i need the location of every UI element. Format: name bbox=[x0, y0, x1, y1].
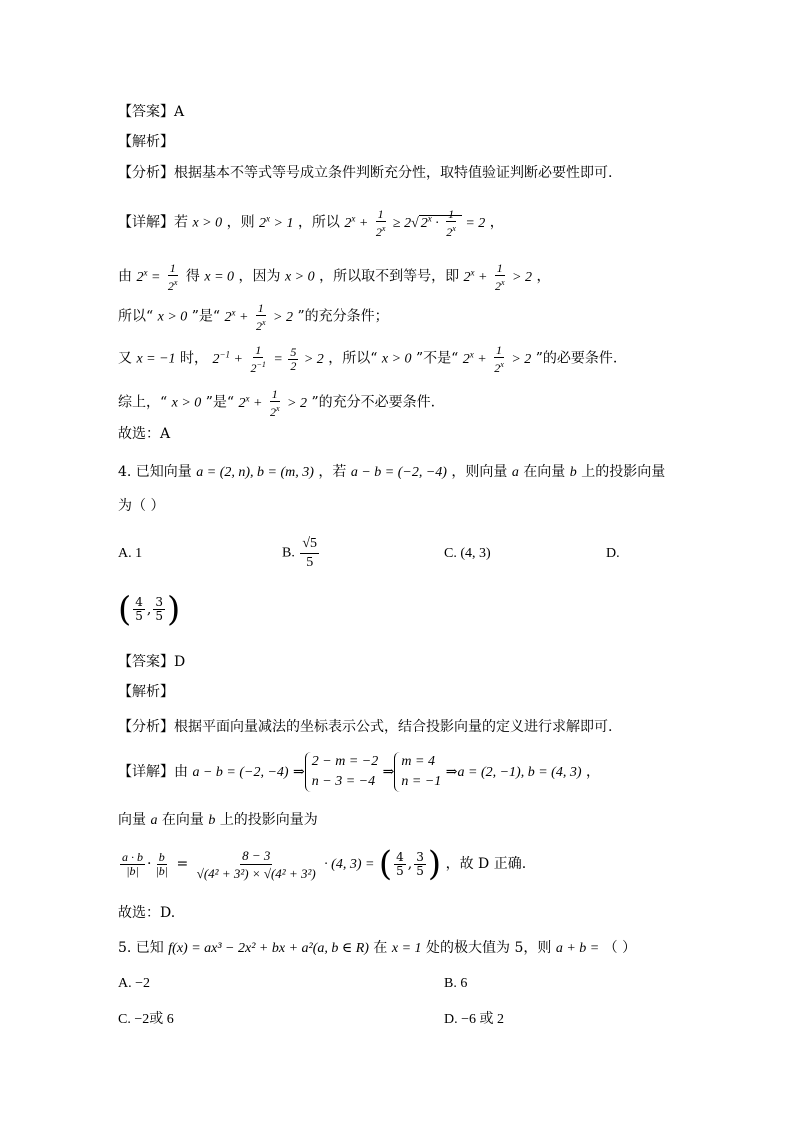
option-c: C. (4, 3) bbox=[444, 546, 491, 561]
detail-line-5: 综上，“ x > 0 ”是“ $2^x$ + $\frac{1}{2^x}$ > 2 ”的充分不必要条件. bbox=[118, 387, 436, 419]
detail-text: ， bbox=[489, 214, 504, 231]
math-inline: $2^x > 1$ bbox=[259, 213, 294, 231]
q5-option-c: C. −2或 6 bbox=[118, 1012, 174, 1027]
analysis-label-q4: 【解析】 bbox=[118, 684, 174, 700]
analysis-label: 【解析】 bbox=[118, 134, 174, 150]
detail-line-4: 又 x = −1 时， $2^{-1}$ + $\frac{1}{2^{-1}}$ = $\frac{5}{2}$ > 2 ，所以“ x > 0 ”不是“ $2^x$ + $\frac{1}{2^x}$ > 2 ”的必要条件. bbox=[118, 343, 618, 375]
projection-text: 向量 a 在向量 b 上的投影向量为 bbox=[118, 812, 318, 828]
option-b: B. $\frac{√5}{5}$ bbox=[282, 536, 318, 570]
analysis-summary-q4: 【分析】根据平面向量减法的坐标表示公式，结合投影向量的定义进行求解即可. bbox=[118, 719, 613, 735]
question-4-stem: 4. 已知向量 a = (2, n), b = (m, 3) ，若 a − b = (−2, −4) ，则向量 a 在向量 b 上的投影向量 bbox=[118, 464, 666, 480]
question-4-stem-line2: 为（ ） bbox=[118, 498, 165, 514]
q5-option-a: A. −2 bbox=[118, 976, 151, 991]
math-formula: $2^x$ + $\frac{1}{2^x}$ ≥ 2√ $2^x$ · $\frac{1}{2^x}$ = 2 bbox=[344, 207, 486, 239]
option-d-value: ( $\frac{4}{5}$ , $\frac{3}{5}$ ) bbox=[118, 589, 181, 630]
answer-label: 【答案】A bbox=[118, 104, 185, 120]
projection-formula: $\frac{a \cdot b}{|b|}$ · $\frac{b}{|b|}$ = $\frac{8 - 3}{\text{√(4² + 3²) × √(4² + 3²)}}$ · (4, 3) = ( $\frac{4}{5}$ , $\frac{3}{5}$ ) ，故 D 正确. bbox=[122, 844, 527, 884]
option-a: A. 1 bbox=[118, 546, 143, 561]
conclusion-q4: 故选：D. bbox=[118, 905, 176, 921]
detail-q4-line1: 【详解】由 a − b = (−2, −4) ⇒ 2 − m = −2 n − 3 = −4 ⇒ m = 4 n = −1 ⇒a = (2, −1), b = (4, 3) ， bbox=[118, 750, 600, 795]
answer-label-q4: 【答案】D bbox=[118, 654, 186, 670]
q5-option-b: B. 6 bbox=[444, 976, 468, 991]
detail-line-2: 由 $2^x$ = $\frac{1}{2^x}$ 得 x = 0 ，因为 x > 0 ，所以取不到等号，即 $2^x$ + $\frac{1}{2^x}$ > 2 ， bbox=[118, 261, 551, 293]
detail-text: ，所以 bbox=[297, 214, 340, 231]
analysis-summary: 【分析】根据基本不等式等号成立条件判断充分性，取特值验证判断必要性即可. bbox=[118, 165, 613, 181]
detail-text: 【详解】若 bbox=[118, 214, 188, 231]
conclusion-q3: 故选：A bbox=[118, 426, 171, 442]
detail-line-3: 所以“ x > 0 ”是“ $2^x$ + $\frac{1}{2^x}$ > 2 ”的充分条件； bbox=[118, 301, 389, 333]
math-inline: x > 0 bbox=[192, 215, 223, 231]
q5-option-d: D. −6 或 2 bbox=[444, 1012, 505, 1027]
detail-text: ，则 bbox=[226, 214, 255, 231]
detail-line-1 bbox=[118, 208, 504, 239]
option-d: D. bbox=[606, 546, 620, 561]
question-5-stem: 5. 已知 f(x) = ax³ − 2x² + bx + a²(a, b ∈ R) 在 x = 1 处的极大值为 5，则 a + b = （ ） bbox=[118, 940, 637, 956]
